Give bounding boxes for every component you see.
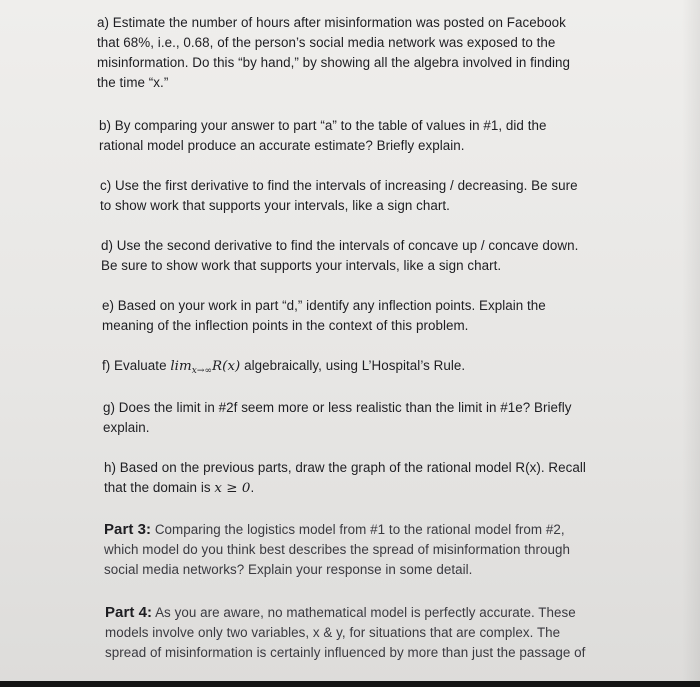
part-4-text: As you are aware, no mathematical model is perfectly accurate. These — [152, 605, 576, 620]
part-4-line: models involve only two variables, x & y, for situations that are complex. The — [105, 625, 561, 640]
question-d — [101, 236, 578, 276]
question-a — [97, 13, 570, 93]
question-f-prefix: f) Evaluate — [102, 358, 171, 373]
question-h-line: h) Based on the previous parts, draw the graph of the rational model R(x). Recall — [104, 460, 586, 475]
limit-subscript: x→∞ — [191, 366, 213, 376]
limit-symbol: lim — [170, 359, 192, 374]
question-e — [102, 296, 546, 336]
question-h-domain-suffix: . — [250, 480, 255, 495]
question-f-line — [102, 356, 465, 381]
question-g — [103, 398, 572, 438]
question-h-line — [104, 478, 586, 499]
question-b-line: b) By comparing your answer to part “a” to the table of values in #1, did the — [99, 118, 547, 133]
question-c-line: to show work that supports your intervals, like a sign chart. — [100, 198, 450, 213]
part-3-line — [104, 520, 570, 540]
part-4 — [105, 603, 585, 663]
question-b-line: rational model produce an accurate estimate? Briefly explain. — [99, 138, 465, 153]
question-f — [102, 356, 465, 381]
part-3 — [104, 520, 570, 580]
part-4-line: spread of misinformation is certainly influenced by more than just the passage of — [105, 645, 586, 660]
question-c — [100, 176, 578, 216]
question-g-line: g) Does the limit in #2f seem more or less realistic than the limit in #1e? Briefly — [103, 400, 572, 415]
part-3-line: which model do you think best describes the spread of misinformation through — [104, 542, 571, 557]
question-h — [104, 458, 586, 499]
part-3-line: social media networks? Explain your response in some detail. — [104, 562, 473, 577]
part-3-label: Part 3: — [104, 521, 152, 538]
question-d-line: d) Use the second derivative to find the intervals of concave up / concave down. — [101, 238, 579, 253]
bottom-frame-edge — [0, 681, 700, 687]
question-h-domain-prefix: that the domain is — [104, 480, 215, 495]
part-4-line — [105, 603, 585, 623]
question-a-line: that 68%, i.e., 0.68, of the person’s social media network was exposed to the — [97, 35, 556, 50]
part-4-label: Part 4: — [105, 604, 153, 621]
question-f-suffix: algebraically, using L’Hospital’s Rule. — [240, 358, 466, 373]
question-c-line: c) Use the first derivative to find the intervals of increasing / decreasing. Be sure — [100, 178, 578, 193]
question-a-line: a) Estimate the number of hours after misinformation was posted on Facebook — [97, 15, 566, 30]
domain-expression: x ≥ 0 — [214, 481, 251, 496]
question-g-line: explain. — [103, 420, 150, 435]
question-d-line: Be sure to show work that supports your intervals, like a sign chart. — [101, 258, 502, 273]
question-a-line: misinformation. Do this “by hand,” by showing all the algebra involved in finding — [97, 55, 570, 70]
question-b — [99, 116, 546, 156]
question-a-line: the time “x.” — [97, 75, 169, 90]
limit-function: R(x) — [212, 359, 241, 374]
question-e-line: e) Based on your work in part “d,” identify any inflection points. Explain the — [102, 298, 546, 313]
page-edge-shadow — [682, 0, 700, 687]
part-3-text: Comparing the logistics model from #1 to the rational model from #2, — [151, 522, 565, 537]
question-e-line: meaning of the inflection points in the context of this problem. — [102, 318, 469, 333]
limit-expression — [170, 359, 240, 374]
